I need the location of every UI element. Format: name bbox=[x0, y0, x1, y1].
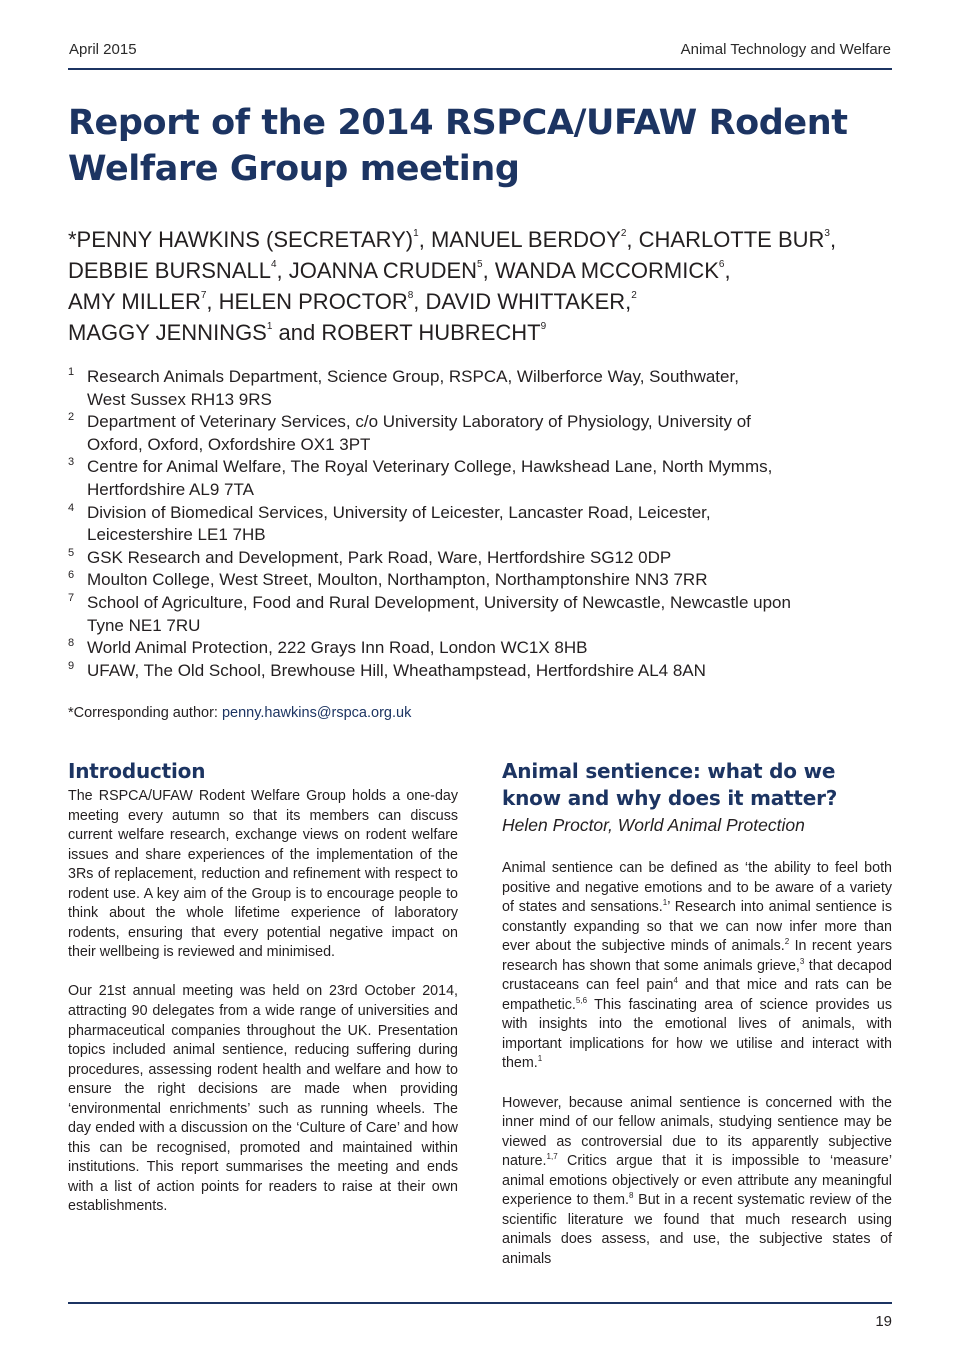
author-name: MAGGY JENNINGS bbox=[68, 320, 267, 345]
text-run: that decapod crustaceans can feel pain bbox=[502, 957, 892, 994]
affiliation-ref: 4 bbox=[270, 259, 277, 270]
author-separator: and bbox=[272, 320, 322, 345]
author-separator: , bbox=[724, 258, 731, 283]
citation-ref: 2 bbox=[784, 937, 790, 947]
introduction-paragraph: Our 21st annual meeting was held on 23rd October 2014, attracting 90 delegates from a wide range of universities and pharmaceutical companies throughout the UK. Presentation topics included animal sentience, reducing suffering during procedures, assessing rodent health and welfare and how to ensure the right decisions are made when providing ‘environmental enrichments’ such as running wheels. The day ended with a discussion on the ‘Culture of Care’ and how this can be recognised, promoted and maintained within institutions. This report summarises the meeting and ends with a list of action points for readers to raise at their own establishments. bbox=[68, 983, 458, 1215]
affiliation-line: Hertfordshire AL9 7TA bbox=[87, 479, 254, 499]
footer-rule bbox=[68, 1302, 892, 1304]
author-separator: , bbox=[276, 258, 289, 283]
title-line-2: Welfare Group meeting bbox=[68, 149, 520, 189]
author-name: MANUEL BERDOY bbox=[430, 227, 621, 252]
heading-line: Animal sentience: what do we bbox=[502, 759, 836, 783]
author-line bbox=[68, 317, 898, 348]
author-name: AMY MILLER bbox=[68, 289, 201, 314]
affiliation-number: 9 bbox=[68, 659, 75, 672]
affiliation-list bbox=[68, 366, 898, 682]
affiliation-item bbox=[68, 502, 898, 547]
text-run: and that mice and rats can be empathetic. bbox=[502, 977, 892, 1013]
running-header bbox=[69, 41, 891, 63]
affiliation-line: Centre for Animal Welfare, The Royal Veterinary College, Hawkshead Lane, North Mymms, bbox=[87, 457, 773, 477]
citation-ref: 3 bbox=[799, 956, 805, 966]
affiliation-ref: 1 bbox=[266, 321, 273, 332]
text-run: This fascinating area of science provides us with insights into the emotional lives of animals, with important implications for how we utilise and interact with them. bbox=[502, 996, 892, 1072]
left-column bbox=[68, 758, 458, 1217]
right-column bbox=[502, 758, 892, 1269]
affiliation-number: 2 bbox=[68, 411, 75, 424]
text-run: Animal sentience can be defined as ‘the ability to feel both positive and negative emotions and to be aware of a variety of states and sensations. bbox=[502, 860, 892, 916]
title-line-1: Report of the 2014 RSPCA/UFAW Rodent bbox=[68, 103, 848, 143]
author-separator: , bbox=[482, 258, 495, 283]
affiliation-number: 7 bbox=[68, 591, 75, 604]
affiliation-line: Research Animals Department, Science Group, RSPCA, Wilberforce Way, Southwater, bbox=[87, 367, 739, 386]
affiliation-item bbox=[68, 456, 898, 501]
text-run: However, because animal sentience is concerned with the inner mind of our fellow animals, studying sentience may be viewed as controversial due to its apparently subjective nature. bbox=[502, 1094, 892, 1170]
author-separator: , bbox=[626, 227, 639, 252]
author-separator: , bbox=[829, 227, 837, 252]
citation-ref: 1 bbox=[537, 1054, 543, 1064]
affiliation-item bbox=[68, 592, 898, 637]
article-title bbox=[68, 100, 888, 192]
corresponding-email-link[interactable]: penny.hawkins@rspca.org.uk bbox=[221, 705, 412, 721]
author-name: JOANNA CRUDEN bbox=[288, 258, 478, 283]
affiliation-item bbox=[68, 569, 898, 592]
affiliation-number: 3 bbox=[68, 456, 75, 469]
affiliation-line: UFAW, The Old School, Brewhouse Hill, Wheathampstead, Hertfordshire AL4 8AN bbox=[87, 660, 706, 680]
author-list bbox=[68, 224, 898, 348]
affiliation-item bbox=[68, 366, 898, 411]
affiliation-item bbox=[68, 660, 898, 683]
affiliation-number: 6 bbox=[68, 569, 75, 582]
author-name: *PENNY HAWKINS (SECRETARY) bbox=[68, 227, 414, 252]
author-name: HELEN PROCTOR bbox=[218, 289, 408, 314]
affiliation-ref: 6 bbox=[718, 259, 725, 270]
affiliation-number: 1 bbox=[68, 366, 75, 378]
author-separator: , bbox=[206, 289, 219, 314]
affiliation-ref: 9 bbox=[540, 321, 547, 332]
author-line bbox=[68, 224, 898, 255]
text-run: But in a recent systematic review of the scientific literature we found that much research using animals does assess, and use, the subjective states of animals bbox=[502, 1192, 892, 1267]
introduction-heading: Introduction bbox=[68, 759, 206, 783]
affiliation-ref: 3 bbox=[824, 228, 830, 239]
affiliation-ref: 8 bbox=[407, 290, 414, 301]
citation-ref: 5,6 bbox=[575, 995, 588, 1005]
author-name: ROBERT HUBRECHT bbox=[321, 320, 541, 345]
text-run: Critics argue that it is impossible to ‘measure’ animal emotions objectively or even attribute any meaningful experience to them. bbox=[502, 1153, 892, 1209]
author-separator: , bbox=[418, 227, 431, 252]
affiliation-line: Division of Biomedical Services, University of Leicester, Lancaster Road, Leicester, bbox=[87, 502, 711, 522]
affiliation-line: School of Agriculture, Food and Rural Development, University of Newcastle, Newcastle upon bbox=[87, 592, 791, 612]
sentience-paragraph bbox=[502, 1094, 892, 1270]
affiliation-line: Moulton College, West Street, Moulton, Northampton, Northamptonshire NN3 7RR bbox=[87, 570, 708, 590]
issue-date: April 2015 bbox=[69, 41, 137, 58]
text-run: In recent years research has shown that some animals grieve, bbox=[502, 938, 892, 974]
text-run: ’ Research into animal sentience is constantly expanding so that we can now infer more than ever about the subjective minds of animals. bbox=[502, 899, 892, 955]
author-name: WANDA MCCORMICK bbox=[494, 258, 719, 283]
affiliation-line: Leicestershire LE1 7HB bbox=[87, 525, 266, 545]
heading-line: know and why does it matter? bbox=[502, 786, 838, 810]
author-separator: , bbox=[413, 289, 426, 314]
affiliation-item bbox=[68, 547, 898, 570]
affiliation-number: 8 bbox=[68, 637, 75, 650]
introduction-paragraph: The RSPCA/UFAW Rodent Welfare Group holds a one-day meeting every autumn so that its members can discuss current welfare research, exchange views on rodent welfare issues and share experiences of the implementation of the 3Rs of replacement, reduction and refinement with respect to rodent use. A key aim of the Group is to encourage people to think about the whole lifetime experience of laboratory rodents, ensuring that every potential negative impact on their wellbeing is reviewed and minimised. bbox=[68, 788, 458, 961]
page-number: 19 bbox=[875, 1313, 892, 1330]
corresponding-author bbox=[68, 705, 411, 721]
affiliation-line: GSK Research and Development, Park Road, Ware, Hertfordshire SG12 0DP bbox=[87, 547, 672, 567]
affiliation-line: Oxford, Oxford, Oxfordshire OX1 3PT bbox=[87, 434, 371, 454]
affiliation-line: West Sussex RH13 9RS bbox=[87, 389, 272, 409]
sentience-heading bbox=[502, 758, 892, 812]
author-name: DAVID WHITTAKER, bbox=[425, 289, 632, 314]
citation-ref: 1,7 bbox=[546, 1152, 558, 1162]
author-name: CHARLOTTE BUR bbox=[638, 227, 825, 252]
section-byline: Helen Proctor, World Animal Protection bbox=[502, 815, 805, 835]
author-name: DEBBIE BURSNALL bbox=[68, 258, 271, 283]
author-line bbox=[68, 286, 898, 317]
affiliation-ref: 7 bbox=[200, 290, 207, 301]
author-line bbox=[68, 255, 898, 286]
header-rule bbox=[68, 68, 892, 70]
affiliation-ref: 2 bbox=[631, 290, 637, 301]
citation-ref: 4 bbox=[673, 976, 678, 986]
citation-ref: 1 bbox=[662, 898, 668, 908]
affiliation-line: Tyne NE1 7RU bbox=[87, 615, 201, 635]
affiliation-number: 4 bbox=[68, 501, 75, 514]
affiliation-line: World Animal Protection, 222 Grays Inn Road, London WC1X 8HB bbox=[87, 638, 588, 658]
sentience-paragraph bbox=[502, 859, 892, 1074]
journal-name: Animal Technology and Welfare bbox=[680, 41, 891, 58]
affiliation-ref: 1 bbox=[413, 228, 419, 239]
affiliation-item bbox=[68, 637, 898, 660]
affiliation-item bbox=[68, 411, 898, 456]
affiliation-line: Department of Veterinary Services, c/o University Laboratory of Physiology, University of bbox=[87, 412, 751, 432]
corresponding-label: *Corresponding author: bbox=[68, 705, 222, 721]
affiliation-ref: 5 bbox=[477, 259, 483, 270]
citation-ref: 8 bbox=[629, 1191, 634, 1201]
affiliation-ref: 2 bbox=[620, 228, 627, 239]
affiliation-number: 5 bbox=[68, 546, 75, 559]
